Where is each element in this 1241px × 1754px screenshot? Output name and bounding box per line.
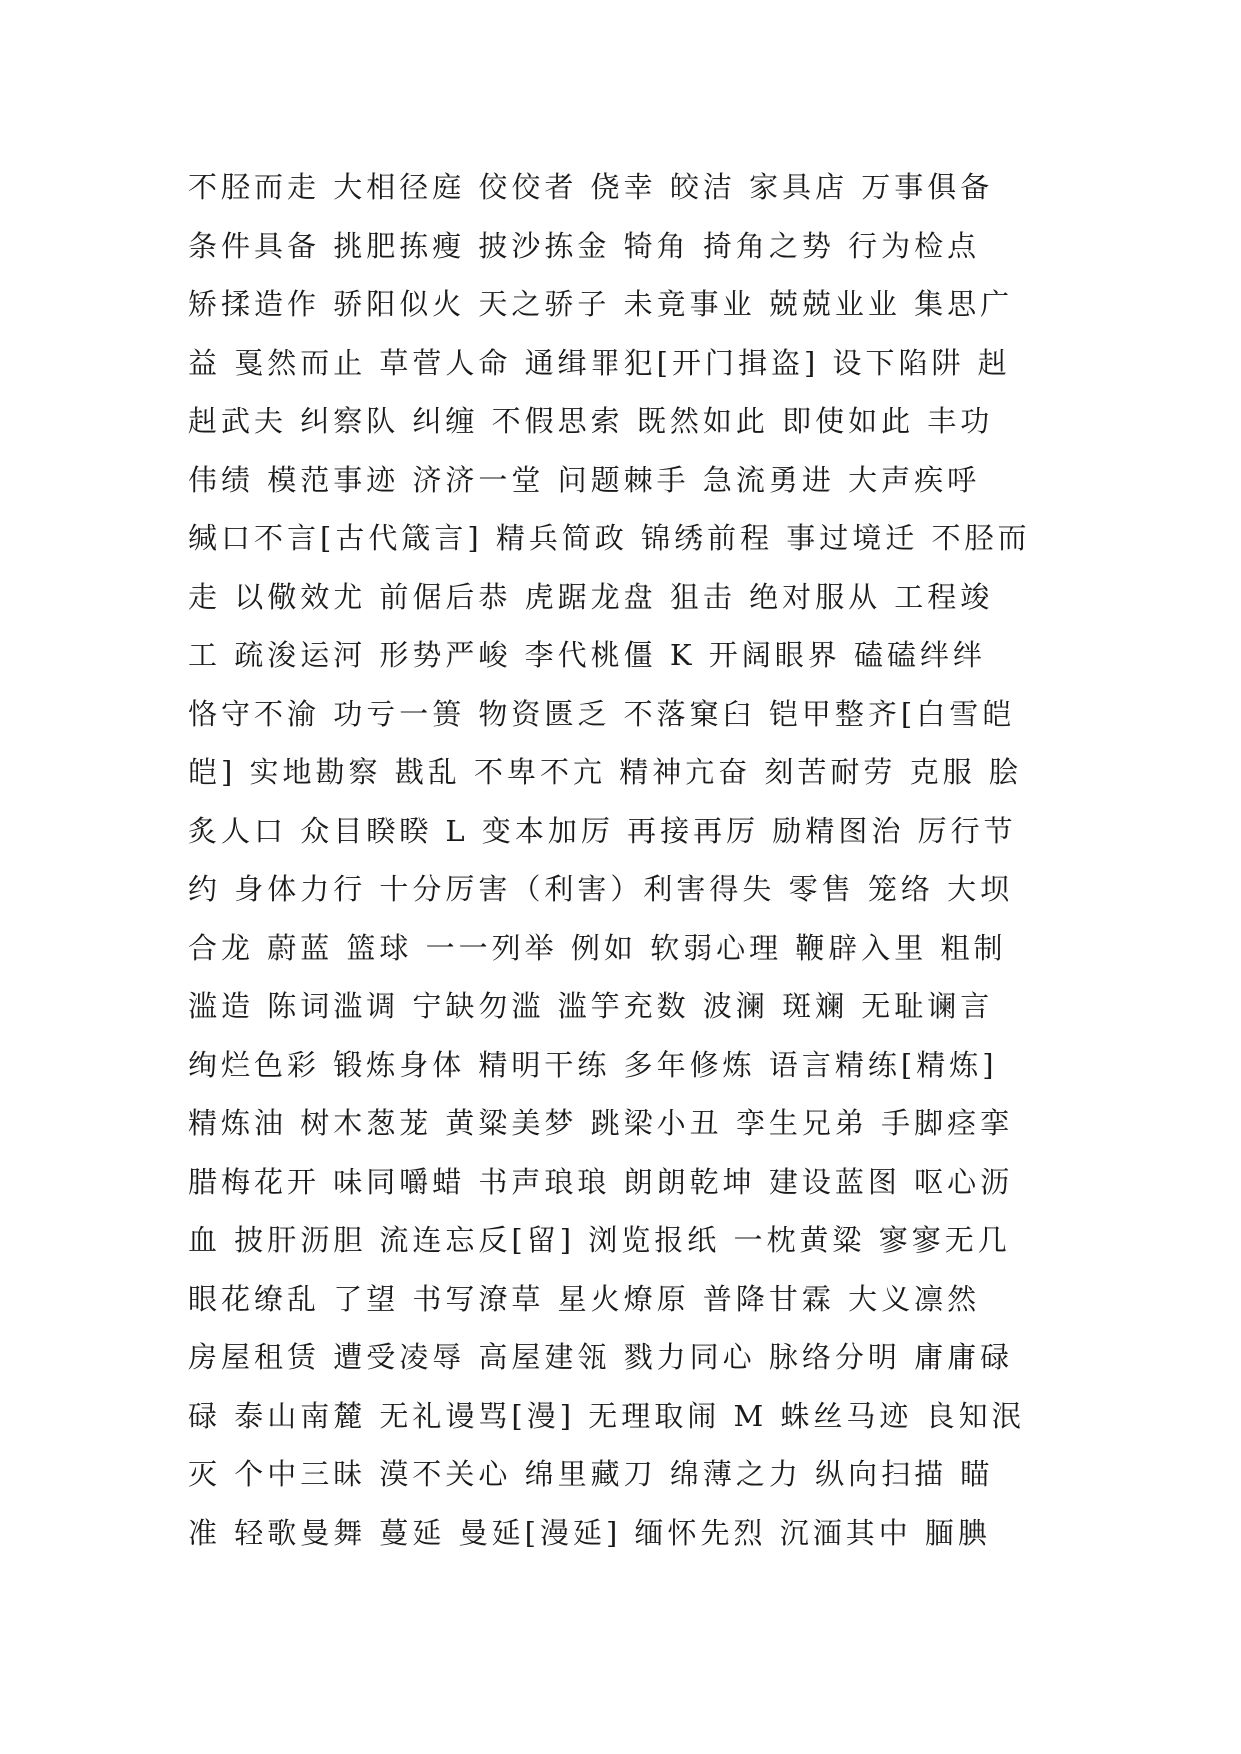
text-line: 准 轻歌曼舞 蔓延 曼延[漫延] 缅怀先烈 沉湎其中 腼腆 [188,1515,991,1550]
text-line: 不胫而走 大相径庭 佼佼者 侥幸 皎洁 家具店 万事俱备 [188,170,994,204]
text-line: 伟绩 模范事迹 济济一堂 问题棘手 急流勇进 大声疾呼 [188,462,981,497]
text-line: 碌 泰山南麓 无礼谩骂[漫] 无理取闹 M 蛛丝马迹 良知泯 [188,1398,1025,1433]
text-line: 眼花缭乱 了望 书写潦草 星火燎原 普降甘霖 大义凛然 [188,1281,981,1316]
text-line: 缄口不言[古代箴言] 精兵简政 锦绣前程 事过境迁 不胫而 [188,521,1031,555]
text-line: 约 身体力行 十分厉害（利害）利害得失 零售 笼络 大坝 [188,872,1014,906]
text-line: 滥造 陈词滥调 宁缺勿滥 滥竽充数 波澜 斑斓 无耻谰言 [188,989,994,1023]
text-line: 灭 个中三昧 漠不关心 绵里藏刀 绵薄之力 纵向扫描 瞄 [188,1457,994,1491]
text-line: 血 披肝沥胆 流连忘反[留] 浏览报纸 一枕黄粱 寥寥无几 [188,1223,1011,1257]
text-line: 恪守不渝 功亏一篑 物资匮乏 不落窠臼 铠甲整齐[白雪皑 [188,696,1016,731]
text-line: 赳武夫 纠察队 纠缠 不假思索 既然如此 即使如此 丰功 [188,404,994,438]
body-text [188,158,1068,1562]
text-line: 炙人口 众目睽睽 L 变本加厉 再接再厉 励精图治 厉行节 [188,813,1017,848]
text-line: 走 以儆效尤 前倨后恭 虎踞龙盘 狙击 绝对服从 工程竣 [188,579,994,614]
text-line: 皑] 实地勘察 戡乱 不卑不亢 精神亢奋 刻苦耐劳 克服 脍 [188,755,1022,789]
text-line: 工 疏浚运河 形势严峻 李代桃僵 K 开阔眼界 磕磕绊绊 [188,638,986,672]
text-line: 绚烂色彩 锻炼身体 精明干练 多年修炼 语言精练[精炼] [188,1047,998,1082]
text-line: 益 戛然而止 草菅人命 通缉罪犯[开门揖盗] 设下陷阱 赳 [188,345,1011,380]
text-line: 合龙 蔚蓝 篮球 一一列举 例如 软弱心理 鞭辟入里 粗制 [188,930,1007,965]
text-line: 房屋租赁 遭受凌辱 高屋建瓴 戮力同心 脉络分明 庸庸碌 [188,1340,1014,1374]
text-line: 条件具备 挑肥拣瘦 披沙拣金 犄角 掎角之势 行为检点 [188,228,981,263]
text-line: 腊梅花开 味同嚼蜡 书声琅琅 朗朗乾坤 建设蓝图 呕心沥 [188,1164,1014,1199]
text-line: 矫揉造作 骄阳似火 天之骄子 未竟事业 兢兢业业 集思广 [188,287,1014,321]
text-line: 精炼油 树木葱茏 黄粱美梦 跳梁小丑 孪生兄弟 手脚痉挛 [188,1106,1014,1140]
